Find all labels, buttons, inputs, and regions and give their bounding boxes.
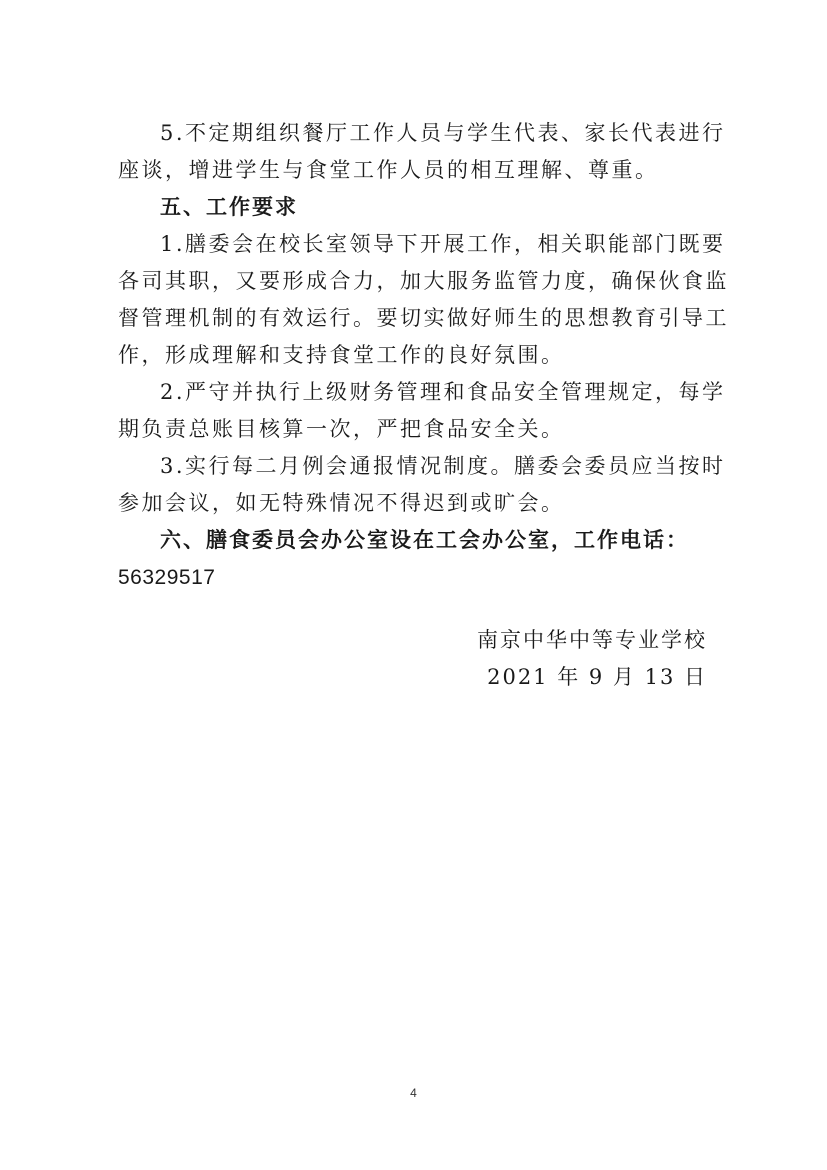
requirement-3-line-1: 3.实行每二月例会通报情况制度。膳委会委员应当按时 — [160, 454, 726, 478]
requirement-2-line-2: 期负责总账目核算一次，严把食品安全关。 — [118, 417, 565, 441]
requirement-3-line-2: 参加会议，如无特殊情况不得迟到或旷会。 — [118, 491, 565, 515]
requirement-1-line-4: 作，形成理解和支持食堂工作的良好氛围。 — [118, 343, 565, 367]
item-5-line-1: 5.不定期组织餐厅工作人员与学生代表、家长代表进行 — [160, 121, 726, 145]
signature-organization: 南京中华中等专业学校 — [477, 628, 707, 652]
requirement-1-line-3: 督管理机制的有效运行。要切实做好师生的思想教育引导工 — [118, 306, 729, 330]
section-heading-office-contact: 六、膳食委员会办公室设在工会办公室，工作电话： — [160, 528, 689, 552]
requirement-1-line-1: 1.膳委会在校长室领导下开展工作，相关职能部门既要 — [160, 232, 726, 256]
item-5-line-2: 座谈，增进学生与食堂工作人员的相互理解、尊重。 — [118, 158, 659, 182]
requirement-1-line-2: 各司其职，又要形成合力，加大服务监管力度，确保伙食监 — [118, 269, 729, 293]
requirement-2-line-1: 2.严守并执行上级财务管理和食品安全管理规定，每学 — [160, 380, 726, 404]
signature-date: 2021 年 9 月 13 日 — [487, 665, 707, 689]
section-heading-work-requirements: 五、工作要求 — [160, 195, 298, 219]
page-number: 4 — [410, 1086, 417, 1100]
office-phone-number: 56329517 — [118, 566, 216, 589]
